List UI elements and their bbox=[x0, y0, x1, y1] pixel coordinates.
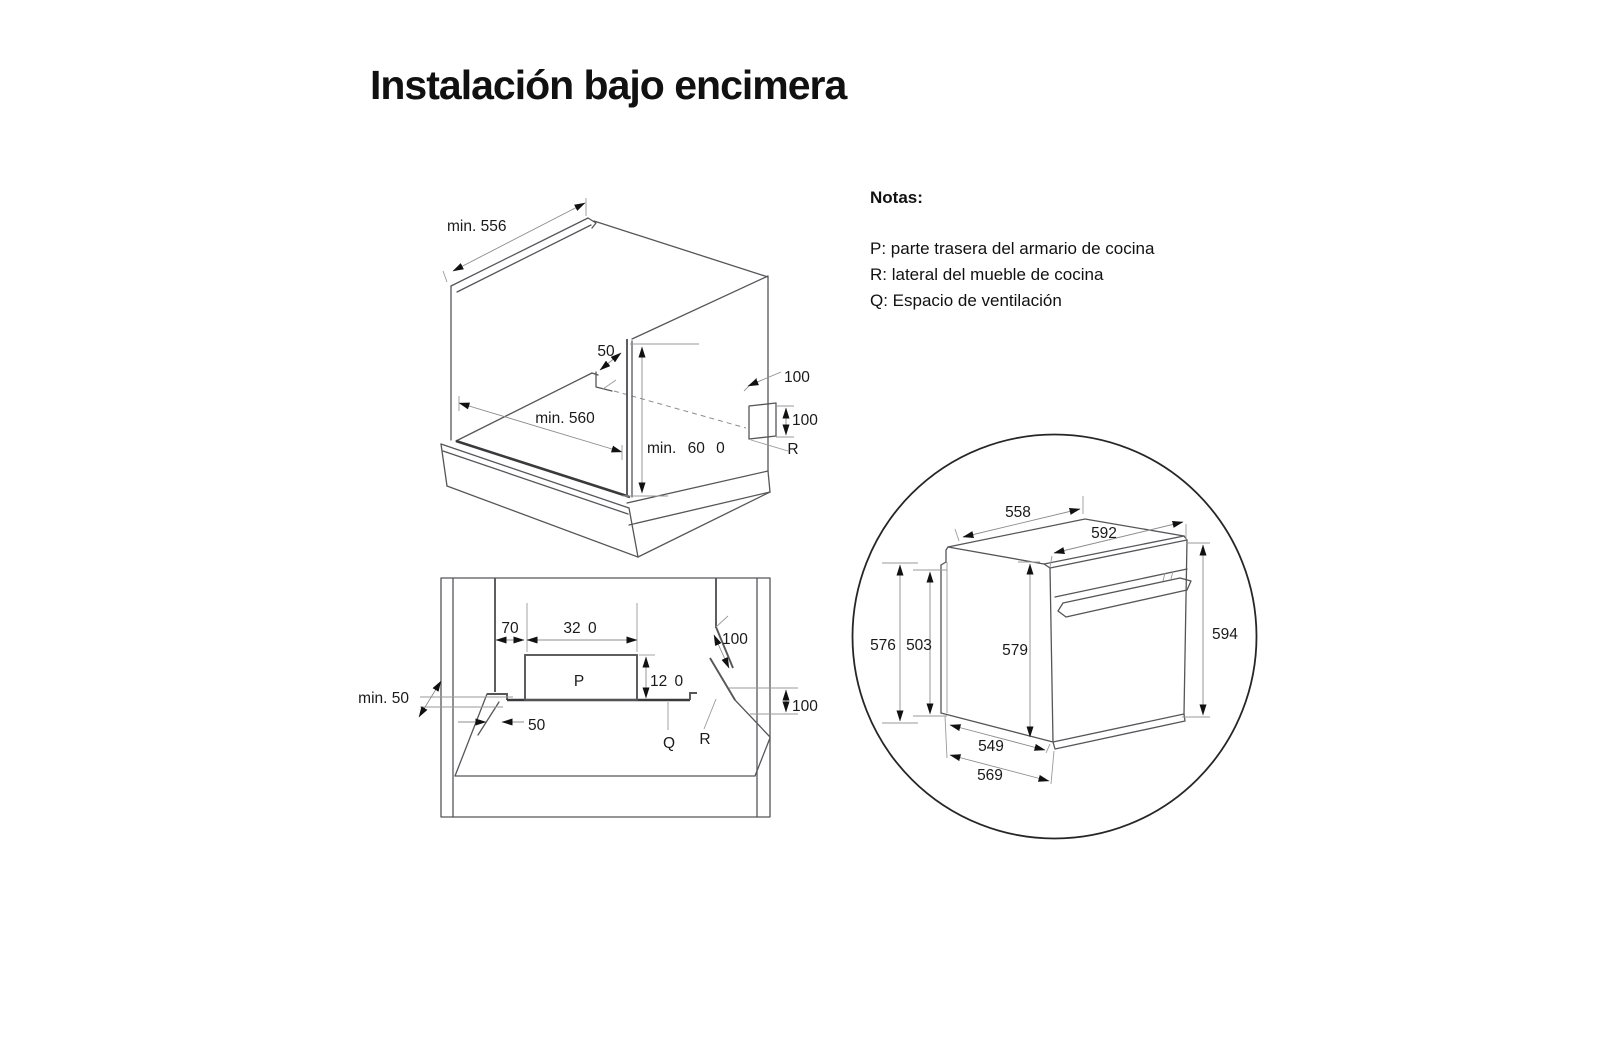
r-pointer-line bbox=[751, 440, 788, 451]
dim-vent-size-label: 100 bbox=[792, 412, 818, 429]
dim-oven-height-body-label: 579 bbox=[1002, 642, 1028, 659]
dim-side-gap-label: 100 bbox=[792, 698, 818, 715]
page-title: Instalación bajo encimera bbox=[370, 62, 847, 108]
dim-oven-depth-bottom-label: 549 bbox=[978, 738, 1004, 755]
dim-vent-width-label: 32 0 bbox=[563, 620, 597, 637]
note-q: Q: Espacio de ventilación bbox=[870, 291, 1062, 310]
rear-side-panel-label: R bbox=[699, 731, 711, 748]
dim-vent-height-label: 12 0 bbox=[650, 673, 684, 690]
side-vent-opening bbox=[749, 403, 776, 439]
dim-oven-depth-total-label: 569 bbox=[977, 767, 1003, 784]
note-p: P: parte trasera del armario de cocina bbox=[870, 239, 1155, 258]
dim-oven-height-rear-label: 576 bbox=[870, 637, 896, 654]
dim-channel-gap-label: 100 bbox=[722, 631, 748, 648]
vent-space-label: Q bbox=[662, 735, 676, 752]
dim-top-depth-label: min. 556 bbox=[447, 218, 507, 235]
dim-left-offset-label: 70 bbox=[501, 620, 519, 637]
dim-niche-height-label: min. 60 0 bbox=[647, 440, 725, 457]
rear-panel-label: P bbox=[573, 673, 585, 690]
dim-front-gap-label: min. 50 bbox=[358, 690, 409, 707]
dim-oven-height-front-label: 594 bbox=[1212, 626, 1238, 643]
dim-rear-gap-label: 50 bbox=[597, 343, 615, 360]
dim-oven-height-recess-label: 503 bbox=[906, 637, 932, 654]
dim-vent-offset-label: 100 bbox=[784, 369, 810, 386]
dim-oven-width-top-label: 592 bbox=[1091, 525, 1117, 542]
r-pointer-line-2 bbox=[704, 699, 716, 729]
dim-oven-depth-top-label: 558 bbox=[1005, 504, 1031, 521]
oven-door-handle bbox=[1058, 578, 1191, 617]
note-r: R: lateral del mueble de cocina bbox=[870, 265, 1104, 284]
cabinet-iso-drawing bbox=[441, 198, 818, 557]
iso-side-panel-label: R bbox=[787, 441, 799, 458]
dim-ledge-gap-label: 50 bbox=[528, 717, 546, 734]
dim-floor-depth-label: min. 560 bbox=[535, 410, 595, 427]
rear-view-drawing bbox=[358, 578, 818, 817]
oven-dimension-drawing bbox=[853, 435, 1257, 839]
notes-heading: Notas: bbox=[870, 188, 923, 207]
